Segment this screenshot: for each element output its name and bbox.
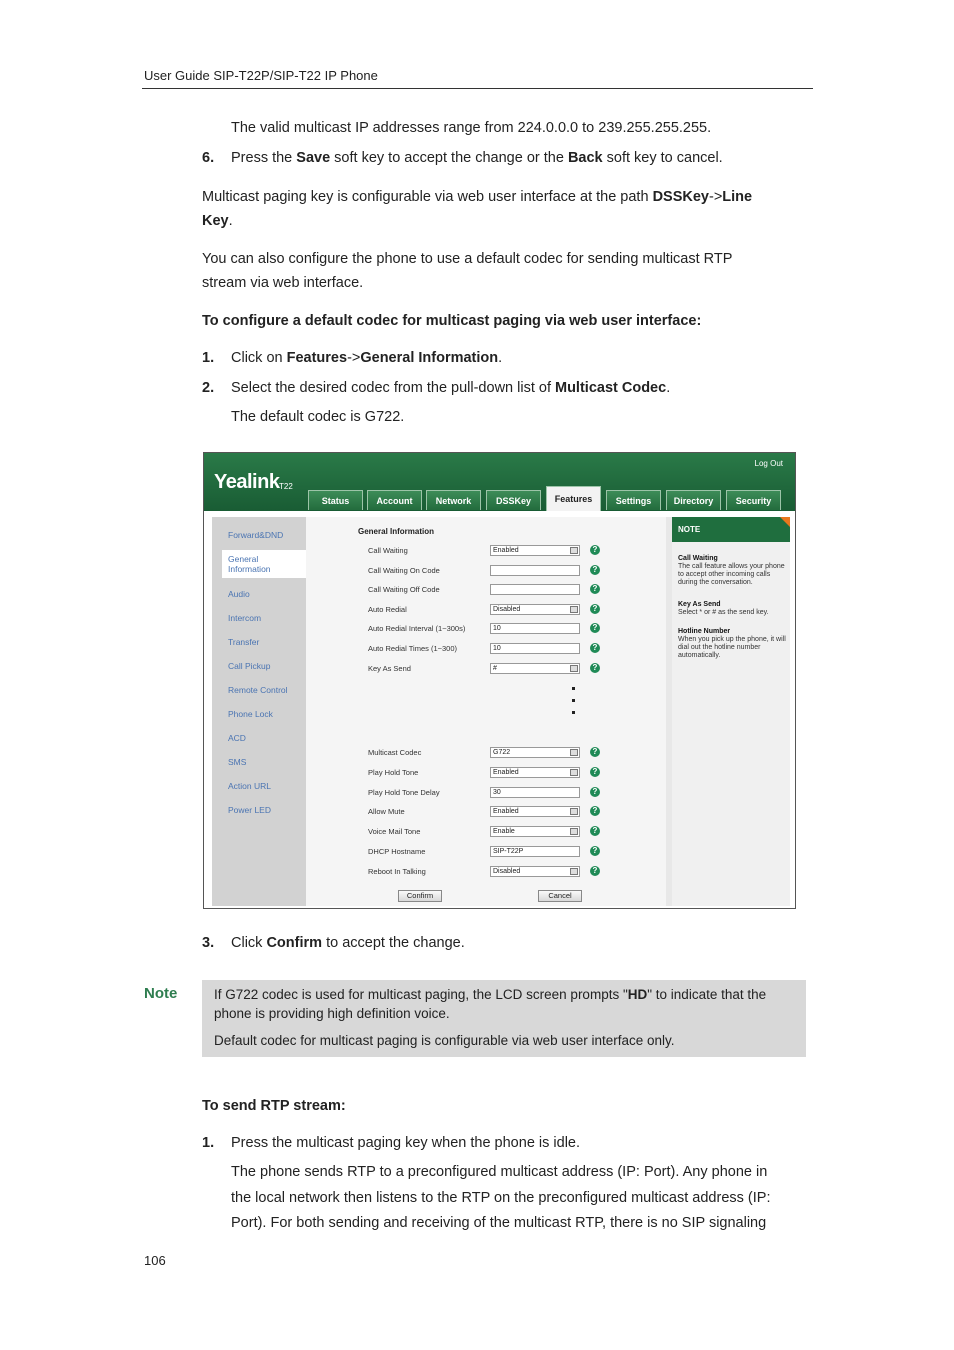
text: Multicast paging key is configurable via web user interface at the path — [202, 189, 653, 205]
dropdown-arrow-icon[interactable] — [570, 665, 578, 672]
note-item-title: Hotline Number — [678, 628, 731, 635]
note-item-text: Select * or # as the send key. — [678, 609, 769, 616]
text: Click — [231, 935, 267, 951]
web-ui-header — [204, 453, 795, 511]
tab-account[interactable]: Account — [367, 490, 422, 510]
field-value: Enabled — [493, 768, 519, 776]
web-ui-screenshot — [203, 452, 796, 909]
field-label: Play Hold Tone Delay — [368, 787, 440, 797]
tab-settings[interactable]: Settings — [606, 490, 661, 510]
text: Press the — [231, 150, 297, 166]
help-icon[interactable]: ? — [590, 565, 600, 575]
step-6-text — [231, 146, 723, 170]
text: stream via web interface. — [202, 275, 364, 291]
default-codec-text: The default codec is G722. — [231, 409, 405, 425]
multicast-range-text: The valid multicast IP addresses range from 224.0.0.0 to 239.255.255.255. — [231, 120, 712, 136]
help-icon[interactable]: ? — [590, 866, 600, 876]
nav-acd[interactable]: ACD — [228, 733, 246, 743]
text: to accept the change. — [322, 935, 465, 951]
field-input[interactable] — [490, 643, 580, 654]
dropdown-arrow-icon[interactable] — [570, 749, 578, 756]
nav-action-url[interactable]: Action URL — [228, 781, 271, 791]
note-item-text: The call feature allows your phone to accept other incoming calls during the conversation. — [678, 563, 785, 586]
path-arrow: -> — [347, 350, 361, 366]
text: If G722 codec is used for multicast paging, the LCD screen prompts " — [214, 987, 628, 1002]
field-value: # — [493, 664, 497, 672]
field-value: SIP-T22P — [493, 848, 524, 855]
text: Port). For both sending and receiving of the multicast RTP, there is no SIP signaling — [231, 1215, 767, 1231]
field-input[interactable] — [490, 565, 580, 576]
back-key-label: Back — [567, 150, 603, 166]
field-label: DHCP Hostname — [368, 847, 426, 856]
cancel-button[interactable]: Cancel — [538, 890, 582, 902]
confirm-button[interactable]: Confirm — [398, 890, 442, 902]
rtp-explanation — [231, 1160, 811, 1237]
field-select[interactable] — [490, 545, 580, 556]
help-icon[interactable]: ? — [590, 747, 600, 757]
field-input[interactable] — [490, 846, 580, 857]
text: . — [498, 350, 503, 366]
text: " to indicate that the phone is providing high definition voice. — [214, 987, 767, 1021]
tab-status[interactable]: Status — [308, 490, 363, 510]
note-key-as-send — [678, 601, 786, 617]
field-label: Call Waiting — [368, 546, 408, 555]
help-icon[interactable]: ? — [590, 806, 600, 816]
field-input[interactable] — [490, 623, 580, 634]
text: You can also configure the phone to use a default codec for sending multicast RTP — [202, 251, 733, 267]
step-number: 3. — [202, 935, 215, 951]
note-hotline-number — [678, 628, 786, 660]
path-arrow: -> — [708, 189, 723, 205]
procedure-heading: To configure a default codec for multicast paging via web user interface: — [202, 313, 702, 329]
note-call-waiting — [678, 555, 786, 587]
text: . — [228, 213, 233, 229]
field-value: Enable — [493, 828, 515, 836]
menu-path: Features — [286, 350, 348, 366]
help-icon[interactable]: ? — [590, 787, 600, 797]
help-icon[interactable]: ? — [590, 584, 600, 594]
field-input[interactable] — [490, 584, 580, 595]
step-number: 2. — [202, 380, 215, 396]
path-part: DSSKey — [652, 189, 709, 205]
field-label: Auto Redial Interval (1~300s) — [368, 624, 466, 634]
field-label: Auto Redial — [368, 604, 407, 614]
text: The phone sends RTP to a preconfigured multicast address (IP: Port). Any phone in — [231, 1164, 768, 1180]
field-label: Call Waiting Off Code — [368, 585, 440, 595]
dropdown-arrow-icon[interactable] — [570, 828, 578, 835]
text: Click on — [231, 350, 287, 366]
page-number: 106 — [144, 1253, 166, 1268]
help-icon[interactable]: ? — [590, 643, 600, 653]
field-value: Enabled — [493, 808, 519, 816]
field-value: Enabled — [493, 547, 519, 554]
field-value: 30 — [493, 788, 501, 796]
yealink-logo: Yealink — [214, 471, 280, 493]
step-3-text — [231, 931, 465, 955]
rtp-step-1-text: Press the multicast paging key when the phone is idle. — [231, 1135, 581, 1151]
dropdown-arrow-icon[interactable] — [570, 868, 578, 875]
nav-intercom[interactable]: Intercom — [228, 613, 262, 623]
field-select[interactable] — [490, 663, 580, 674]
step-2-text — [231, 376, 670, 400]
paragraph-dsskey-path — [202, 185, 808, 233]
field-label: Key As Send — [368, 663, 411, 673]
left-nav — [212, 517, 306, 906]
field-label: Reboot In Talking — [368, 866, 426, 876]
logout-link[interactable]: Log Out — [754, 459, 783, 468]
paragraph-default-codec — [202, 247, 732, 295]
nav-general-information[interactable]: General Information — [222, 550, 308, 578]
tab-directory[interactable]: Directory — [666, 490, 721, 510]
field-value: Disabled — [493, 605, 521, 613]
nav-call-pickup[interactable]: Call Pickup — [228, 661, 271, 671]
path-part: Key — [202, 213, 229, 229]
step-number: 1. — [202, 350, 215, 366]
running-header: User Guide SIP-T22P/SIP-T22 IP Phone — [144, 68, 378, 83]
ellipsis-dot — [572, 711, 575, 714]
tab-features[interactable]: Features — [546, 486, 601, 511]
text: the local network then listens to the RTP on the preconfigured multicast address (IP: — [231, 1189, 771, 1206]
field-value: 10 — [493, 645, 501, 652]
nav-power-led[interactable]: Power LED — [228, 805, 271, 815]
note-title: NOTE — [672, 517, 790, 542]
field-select[interactable] — [490, 767, 580, 778]
dropdown-arrow-icon[interactable] — [570, 547, 578, 554]
help-icon[interactable]: ? — [590, 826, 600, 836]
field-label: Multicast Codec — [368, 748, 422, 757]
tab-security[interactable]: Security — [726, 490, 781, 510]
save-key-label: Save — [296, 150, 331, 166]
field-select[interactable] — [490, 806, 580, 817]
dropdown-arrow-icon[interactable] — [570, 769, 578, 776]
procedure-heading-rtp: To send RTP stream: — [202, 1098, 346, 1114]
text: soft key to cancel. — [602, 150, 723, 166]
help-icon[interactable]: ? — [590, 663, 600, 673]
nav-audio[interactable]: Audio — [228, 589, 250, 599]
tab-dsskey[interactable]: DSSKey — [486, 490, 541, 510]
step-number: 6. — [202, 150, 215, 166]
confirm-label: Confirm — [266, 935, 323, 951]
hd-label: HD — [627, 987, 648, 1002]
nav-remote-control[interactable]: Remote Control — [228, 685, 288, 695]
field-select[interactable] — [490, 826, 580, 837]
field-label: Auto Redial Times (1~300) — [368, 644, 458, 653]
nav-sms[interactable]: SMS — [228, 757, 247, 767]
content-panel — [212, 517, 790, 906]
text: soft key to accept the change or the — [330, 150, 568, 166]
model-label: T22 — [279, 482, 293, 491]
form-title: General Information — [358, 527, 435, 536]
note-paragraph-1 — [214, 985, 794, 1023]
note-corner — [780, 517, 790, 527]
help-icon[interactable]: ? — [590, 545, 600, 555]
help-icon[interactable]: ? — [590, 846, 600, 856]
step-number: 1. — [202, 1135, 215, 1151]
text: Select the desired codec from the pull-down list of — [231, 380, 555, 396]
path-part: Line — [722, 189, 753, 205]
step-6 — [202, 146, 214, 170]
field-select[interactable] — [490, 866, 580, 877]
field-select[interactable] — [490, 604, 580, 615]
menu-path: General Information — [360, 350, 499, 366]
field-name: Multicast Codec — [555, 380, 667, 396]
field-select[interactable] — [490, 747, 580, 758]
tab-network[interactable]: Network — [426, 490, 481, 510]
nav-transfer[interactable]: Transfer — [228, 637, 260, 647]
nav-forward-dnd[interactable]: Forward&DND — [228, 530, 284, 540]
field-label: Allow Mute — [368, 807, 405, 817]
ellipsis-dot — [572, 699, 575, 702]
step-1-text — [231, 346, 502, 370]
help-icon[interactable]: ? — [590, 767, 600, 777]
dropdown-arrow-icon[interactable] — [570, 606, 578, 613]
header-rule — [142, 88, 813, 89]
nav-phone-lock[interactable]: Phone Lock — [228, 709, 273, 719]
field-input[interactable] — [490, 787, 580, 798]
note-label: Note — [144, 985, 178, 1002]
field-label: Voice Mail Tone — [368, 827, 421, 837]
field-label: Play Hold Tone — [368, 767, 419, 777]
help-icon[interactable]: ? — [590, 623, 600, 633]
note-box — [202, 980, 806, 1057]
field-value: G722 — [493, 749, 511, 756]
ellipsis-dot — [572, 687, 575, 690]
text: . — [666, 380, 671, 396]
note-item-text: When you pick up the phone, it will dial out the hotline number automatically. — [678, 636, 786, 659]
note-panel — [672, 517, 790, 906]
note-item-title: Call Waiting — [678, 555, 718, 562]
settings-form — [306, 517, 666, 906]
dropdown-arrow-icon[interactable] — [570, 808, 578, 815]
note-item-title: Key As Send — [678, 601, 721, 608]
field-value: Disabled — [493, 867, 521, 875]
help-icon[interactable]: ? — [590, 604, 600, 614]
note-paragraph-2: Default codec for multicast paging is configurable via web user interface only. — [214, 1033, 675, 1048]
field-value: 10 — [493, 625, 501, 633]
field-label: Call Waiting On Code — [368, 565, 440, 575]
